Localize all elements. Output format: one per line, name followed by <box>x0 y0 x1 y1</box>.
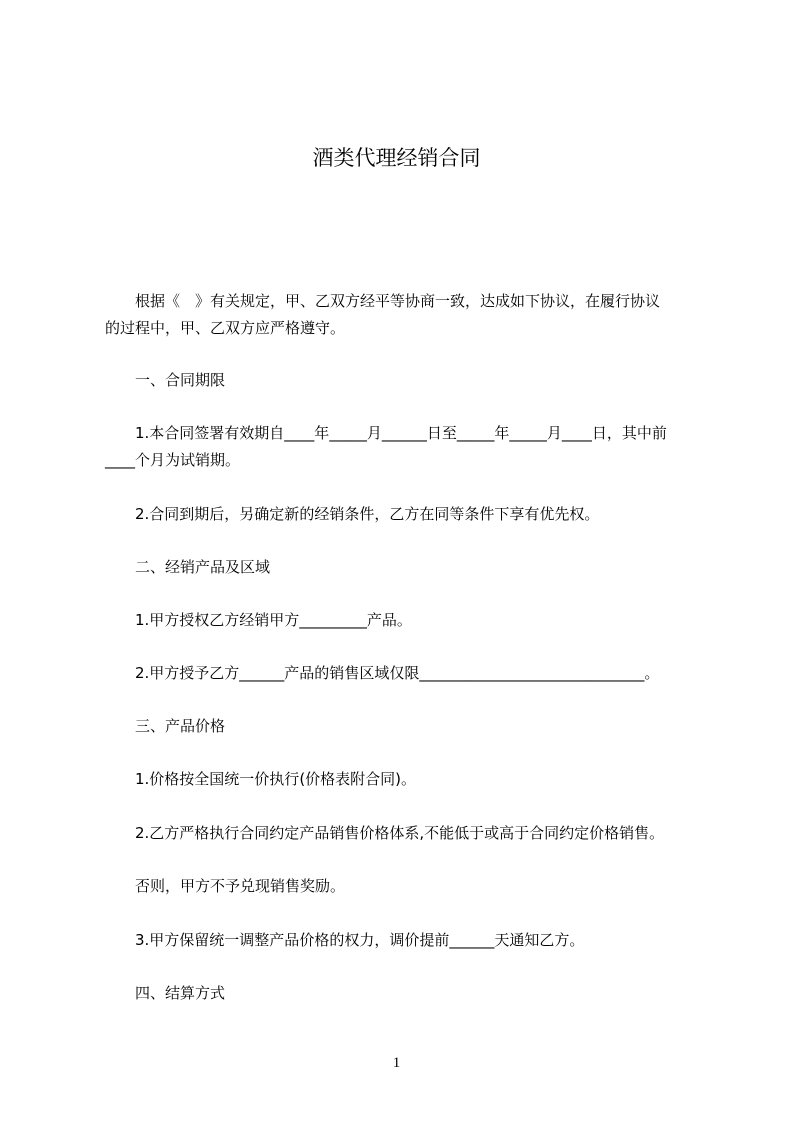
page-number: 1 <box>392 1055 401 1071</box>
section-heading-price: 三、产品价格 <box>135 717 226 735</box>
intro-paragraph-line-2: 的过程中，甲、乙双方应严格遵守。 <box>105 319 346 337</box>
section-heading-settlement: 四、结算方式 <box>135 984 226 1002</box>
clause-1-1-line-2: ____个月为试销期。 <box>105 451 241 469</box>
clause-3-2: 2.乙方严格执行合同约定产品销售价格体系,不能低于或高于合同约定价格销售。 <box>135 824 665 842</box>
intro-paragraph-line-1: 根据《 》有关规定，甲、乙双方经平等协商一致，达成如下协议，在履行协议 <box>135 292 661 310</box>
section-heading-products: 二、经销产品及区域 <box>135 558 271 576</box>
clause-3-1: 1.价格按全国统一价执行(价格表附合同)。 <box>135 770 417 788</box>
section-heading-term: 一、合同期限 <box>135 371 226 389</box>
clause-2-1: 1.甲方授权乙方经销甲方_________产品。 <box>135 611 412 629</box>
clause-1-1-line-1: 1.本合同签署有效期自____年_____月______日至_____年_____月____日，其中前 <box>135 424 667 442</box>
document-title: 酒类代理经销合同 <box>312 146 481 170</box>
clause-3-3: 3.甲方保留统一调整产品价格的权力，调价提前______天通知乙方。 <box>135 931 585 949</box>
clause-3-2-continued: 否则，甲方不予兑现销售奖励。 <box>135 877 346 895</box>
clause-2-2: 2.甲方授予乙方______产品的销售区域仅限______________________________。 <box>135 664 660 682</box>
clause-1-2: 2.合同到期后，另确定新的经销条件，乙方在同等条件下享有优先权。 <box>135 505 600 523</box>
